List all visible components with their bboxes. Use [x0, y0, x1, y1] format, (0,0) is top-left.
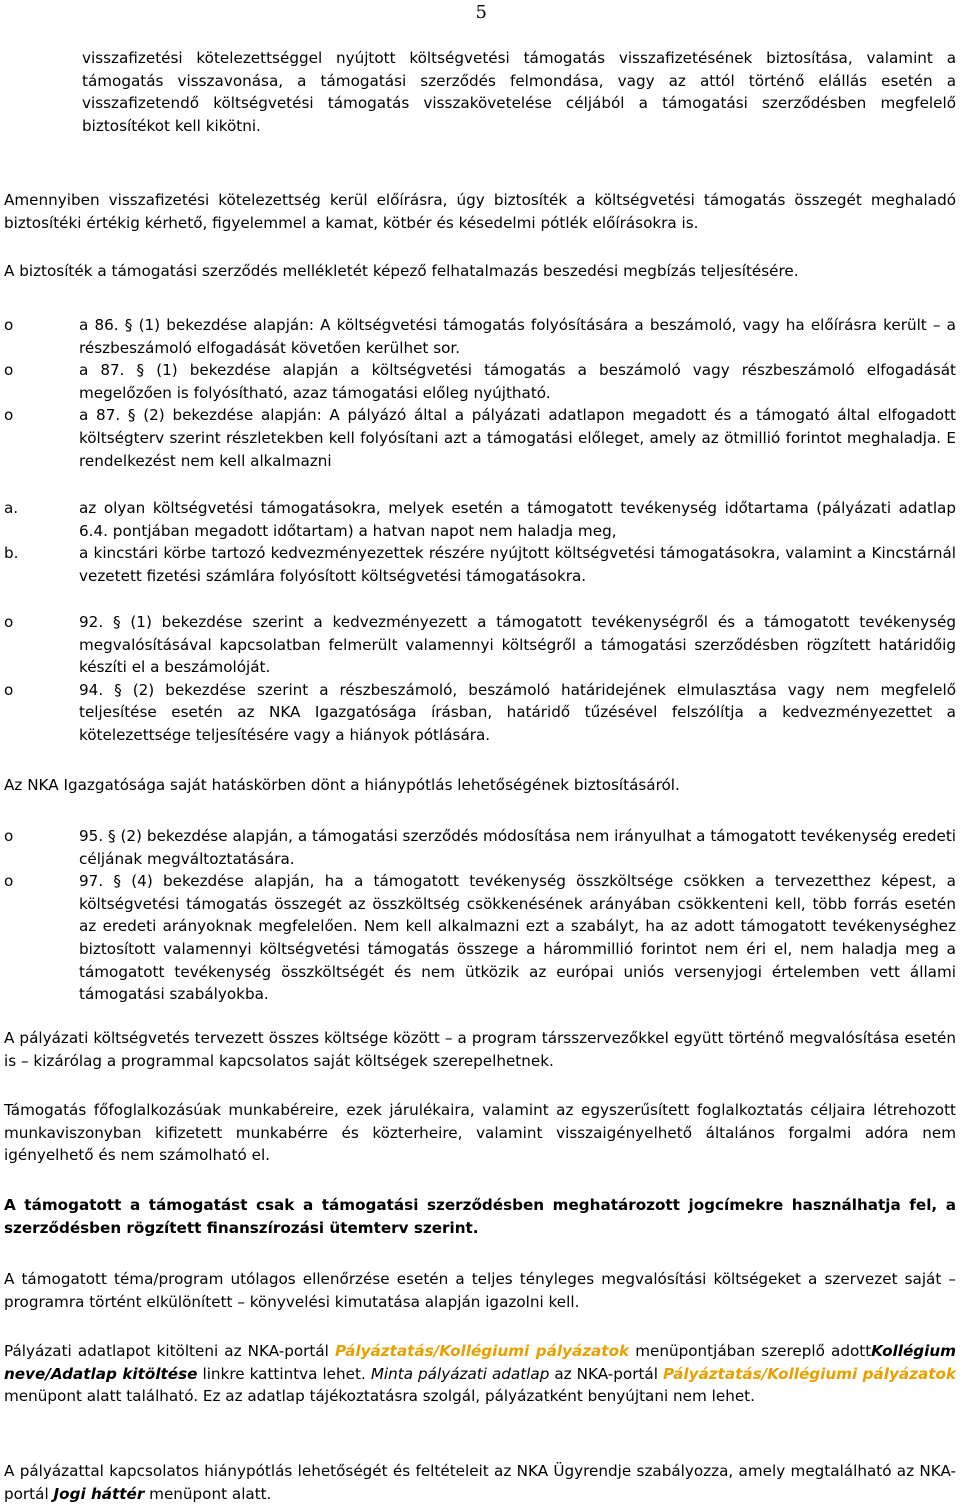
legal-background-link[interactable]: Jogi háttér — [53, 1484, 145, 1503]
modification-rules-list — [4, 825, 956, 1006]
paragraph-guarantee-mandate: A biztosíték a támogatási szerződés mellékletét képező felhatalmazás beszedési megbízás teljesítésére. — [4, 262, 799, 280]
list-item: o a 86. § (1) bekezdése alapján: A költségvetési támogatás folyósítására a beszámoló, vagy ha előírásra került – a részbeszámoló elfogadását követően kerülhet sor. — [4, 316, 956, 357]
list-item: o 97. § (4) bekezdése alapján, ha a támogatott tevékenység összköltsége csökken a tervezetthez képest, a költségvetési támogatás összegét az összköltség csökkenésének arányában csökkenteni kell, több forrás esetén az eredeti arányoknak megfelelően. Nem kell alkalmazni ezt a szabályt, ha az adott támogatott tevékenységhez biztosított valamennyi költségvetési támogatás összege a hárommillió forintot nem éri el, nem haladja meg a támogatott tevékenység összköltségét és nem ütközik az európai uniós versenyjogi értelemben vett állami támogatási szabályokba. — [4, 872, 956, 1004]
report-rules-list — [4, 611, 956, 747]
list-marker: o — [4, 316, 14, 334]
list-marker: o — [4, 872, 14, 891]
paragraph-usage-rule: A támogatott a támogatást csak a támogatási szerződésben meghatározott jogcímekre használhatja fel, a szerződésben rögzített finanszírozási ütemterv szerint. — [4, 1196, 956, 1237]
list-marker: a. — [4, 499, 19, 517]
list-item: o a 87. § (2) bekezdése alapján: A pályázó által a pályázati adatlapon megadott és a támogató által elfogadott költségterv szerint részletekben kell folyósítani azt a támogatási előleget, amely az ötmillió forintot meghaladja. E rendelkezést nem kell alkalmazni — [4, 406, 956, 470]
list-item: o 94. § (2) bekezdése szerint a részbeszámoló, beszámoló határidejének elmulasztása vagy nem megfelelő teljesítése esetén az NKA Igazgatósága írásban, határidő tűzésével felszólítja a kedvezményezettet a kötelezettsége teljesítésére vagy a hiányok pótlására. — [4, 680, 956, 744]
list-marker: b. — [4, 544, 19, 563]
exceptions-list — [4, 497, 956, 587]
list-item: a. az olyan költségvetési támogatásokra, melyek esetén a támogatott tevékenység időtartama (pályázati adatlap 6.4. pontjában megadott időtartam) a hatvan napot nem haladja meg, — [4, 499, 956, 540]
portal-menu-link[interactable]: Pályáztatás/Kollégiumi pályázatok — [334, 1342, 630, 1360]
paragraph-obligation-guarantee: Amennyiben visszafizetési kötelezettség kerül előírásra, úgy biztosíték a költségvetési támogatás összegét meghaladó biztosítéki értékig kérhető, figyelemmel a kamat, kötbér és késedelmi pótlék előírásokra is. — [4, 191, 956, 232]
portal-menu-link[interactable]: Pályáztatás/Kollégiumi pályázatok — [662, 1364, 956, 1383]
paragraph-wage-support: Támogatás főfoglalkozásúak munkabéreire, ezek járulékaira, valamint az egyszerűsített foglalkoztatás céljaira létrehozott munkaviszonyban kifizetett munkabérre és közterheire, valamint visszaigényelhető általános forgalmi adóra nem igényelhető és nem számolható el. — [4, 1101, 956, 1165]
list-marker: o — [4, 361, 14, 380]
payment-rules-list — [4, 314, 956, 472]
paragraph-application-form: Pályázati adatlapot kitölteni az NKA-portál Pályáztatás/Kollégiumi pályázatok menüpontjában szereplő adottKollégium neve/Adatlap kitöltése linkre kattintva lehet. Minta pályázati adatlap az NKA-portál Pályáztatás/Kollégiumi pályázatok menüpont alatt található. Ez az adatlap tájékoztatásra szolgál, pályázatként benyújtani nem lehet. — [4, 1342, 956, 1406]
paragraph-budget-costs: A pályázati költségvetés tervezett összes költsége között – a program társszervezőkkel együtt történő megvalósítása esetén is – kizárólag a programmal kapcsolatos saját költségek szerepelhetnek. — [4, 1029, 956, 1070]
page-number: 5 — [475, 2, 487, 23]
list-item: b. a kincstári körbe tartozó kedvezményezettek részére nyújtott költségvetési támogatásokra, valamint a Kincstárnál vezetett fizetési számlára folyósított költségvetési támogatásokra. — [4, 544, 956, 585]
list-marker: o — [4, 613, 14, 631]
form-link[interactable]: Kollégium neve/Adatlap kitöltése — [4, 1342, 956, 1383]
list-item: o 95. § (2) bekezdése alapján, a támogatási szerződés módosítása nem irányulhat a támogatott tevékenység eredeti céljának megváltoztatására. — [4, 827, 956, 868]
intro-paragraph: visszafizetési kötelezettséggel nyújtott költségvetési támogatás visszafizetésének biztosítása, valamint a támogatás visszavonása, a támogatási szerződés felmondása, vagy az attól történő elállás esetén a visszafizetendő költségvetési támogatás visszakövetelése céljából a támogatási szerződésben megfelelő biztosítékot kell kikötni. — [82, 49, 956, 135]
list-item: o 92. § (1) bekezdése szerint a kedvezményezett a támogatott tevékenységről és a támogatott tevékenység megvalósításával kapcsolatban felmerült valamennyi költségről a támogatási szerződésben rögzített határidőig készíti el a beszámolóját. — [4, 613, 956, 677]
list-marker: o — [4, 680, 14, 699]
list-marker: o — [4, 406, 14, 425]
paragraph-audit: A támogatott téma/program utólagos ellenőrzése esetén a teljes tényleges megvalósítási költségeket a szervezet saját – programra történt elkülönített – könyvelési kimutatása alapján igazolni kell. — [4, 1270, 956, 1311]
list-marker: o — [4, 827, 14, 845]
paragraph-deficiency: Az NKA Igazgatósága saját hatáskörben dönt a hiánypótlás lehetőségének biztosításáról. — [4, 776, 680, 794]
paragraph-deficiency-rules: A pályázattal kapcsolatos hiánypótlás lehetőségét és feltételeit az NKA Ügyrendje szabályozza, amely megtalálható az NKA-portál Jogi háttér menüpont alatt. — [4, 1462, 956, 1503]
list-item: o a 87. § (1) bekezdése alapján a költségvetési támogatás a beszámoló vagy részbeszámoló elfogadását megelőzően is folyósítható, azaz támogatási előleg nyújtható. — [4, 361, 956, 402]
